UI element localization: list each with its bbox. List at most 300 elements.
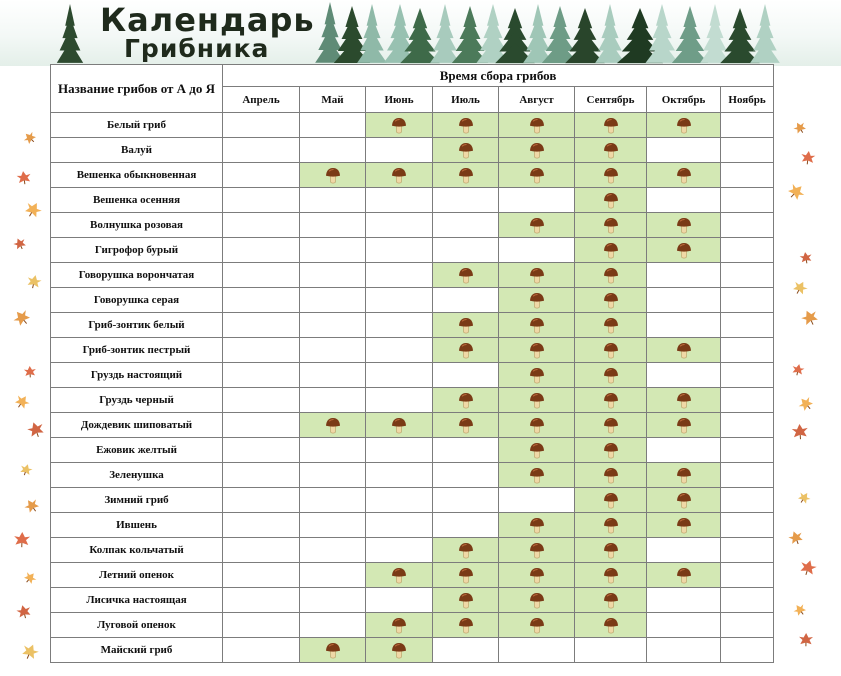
season-cell <box>647 363 721 388</box>
season-cell <box>223 113 300 138</box>
season-cell-active <box>647 163 721 188</box>
month-header: Октябрь <box>647 87 721 113</box>
season-cell-active <box>647 513 721 538</box>
mushroom-icon <box>529 167 545 184</box>
season-cell-active <box>499 413 575 438</box>
mushroom-icon <box>676 117 692 134</box>
autumn-leaf-icon <box>791 279 810 297</box>
season-cell <box>223 238 300 263</box>
mushroom-icon <box>603 267 619 284</box>
season-cell <box>223 463 300 488</box>
season-cell <box>300 288 366 313</box>
season-cell <box>366 588 433 613</box>
season-cell-active <box>300 413 366 438</box>
season-cell <box>433 188 499 213</box>
mushroom-name: Ившень <box>51 513 223 538</box>
season-cell <box>300 463 366 488</box>
mushroom-icon <box>529 217 545 234</box>
mushroom-icon <box>603 517 619 534</box>
table-row <box>51 113 774 138</box>
season-cell-active <box>575 163 647 188</box>
season-cell-active <box>499 438 575 463</box>
season-cell-active <box>575 588 647 613</box>
autumn-leaf-icon <box>22 130 39 147</box>
mushroom-icon <box>529 617 545 634</box>
season-cell <box>575 638 647 663</box>
mushroom-icon <box>603 592 619 609</box>
month-header: Июль <box>433 87 499 113</box>
table-row <box>51 288 774 313</box>
mushroom-icon <box>676 217 692 234</box>
autumn-leaf-icon <box>14 532 31 548</box>
season-cell <box>647 188 721 213</box>
season-cell-active <box>575 513 647 538</box>
season-cell <box>366 138 433 163</box>
season-cell <box>647 138 721 163</box>
mushroom-icon <box>529 142 545 159</box>
mushroom-name: Гигрофор бурый <box>51 238 223 263</box>
season-cell-active <box>647 463 721 488</box>
autumn-leaf-icon <box>16 170 32 185</box>
season-cell <box>647 538 721 563</box>
mushroom-icon <box>603 367 619 384</box>
season-cell <box>223 138 300 163</box>
season-cell-active <box>575 438 647 463</box>
mushroom-icon <box>458 567 474 584</box>
table-row <box>51 338 774 363</box>
season-cell-active <box>499 588 575 613</box>
season-cell-active <box>575 288 647 313</box>
mushroom-icon <box>529 117 545 134</box>
mushroom-icon <box>391 567 407 584</box>
mushroom-icon <box>603 542 619 559</box>
table-row <box>51 438 774 463</box>
season-cell <box>300 313 366 338</box>
autumn-leaf-icon <box>26 274 43 290</box>
season-cell <box>300 138 366 163</box>
mushroom-name: Зеленушка <box>51 463 223 488</box>
mushroom-calendar-table <box>50 64 774 663</box>
season-cell <box>721 463 774 488</box>
season-cell-active <box>433 338 499 363</box>
table-row <box>51 488 774 513</box>
mushroom-icon <box>676 167 692 184</box>
season-cell-active <box>575 113 647 138</box>
mushroom-icon <box>458 142 474 159</box>
mushroom-icon <box>458 542 474 559</box>
mushroom-icon <box>325 417 341 434</box>
mushroom-icon <box>529 542 545 559</box>
mushroom-icon <box>603 417 619 434</box>
autumn-leaf-icon <box>799 251 813 264</box>
season-cell <box>300 538 366 563</box>
mushroom-name: Вешенка обыкновенная <box>51 163 223 188</box>
season-cell-active <box>575 388 647 413</box>
season-cell <box>433 213 499 238</box>
mushroom-name: Груздь настоящий <box>51 363 223 388</box>
mushroom-icon <box>676 567 692 584</box>
season-cell-active <box>575 488 647 513</box>
table-row <box>51 213 774 238</box>
season-cell-active <box>647 388 721 413</box>
autumn-leaf-icon <box>791 423 808 439</box>
season-cell-active <box>499 388 575 413</box>
mushroom-icon <box>529 442 545 459</box>
mushroom-icon <box>458 267 474 284</box>
season-cell <box>721 513 774 538</box>
mushroom-name: Дождевик шиповатый <box>51 413 223 438</box>
season-cell-active <box>575 213 647 238</box>
season-cell-active <box>300 163 366 188</box>
season-cell <box>223 538 300 563</box>
season-cell <box>499 238 575 263</box>
mushroom-icon <box>325 642 341 659</box>
mushroom-name: Колпак кольчатый <box>51 538 223 563</box>
season-cell <box>647 313 721 338</box>
mushroom-icon <box>676 467 692 484</box>
season-cell <box>366 238 433 263</box>
mushroom-icon <box>325 167 341 184</box>
season-cell <box>300 563 366 588</box>
season-cell <box>366 313 433 338</box>
season-cell <box>300 388 366 413</box>
table-row <box>51 613 774 638</box>
season-cell-active <box>366 613 433 638</box>
table-row <box>51 563 774 588</box>
table-row <box>51 363 774 388</box>
mushroom-icon <box>676 517 692 534</box>
mushroom-icon <box>391 167 407 184</box>
mushroom-icon <box>603 292 619 309</box>
season-cell <box>433 238 499 263</box>
autumn-leaf-icon <box>24 366 37 378</box>
mushroom-icon <box>529 567 545 584</box>
season-cell <box>366 338 433 363</box>
mushroom-name: Говорушка ворончатая <box>51 263 223 288</box>
mushroom-icon <box>603 617 619 634</box>
season-cell-active <box>575 188 647 213</box>
mushroom-icon <box>391 417 407 434</box>
season-cell <box>366 263 433 288</box>
season-cell <box>366 438 433 463</box>
autumn-leaf-icon <box>785 181 807 203</box>
mushroom-icon <box>529 417 545 434</box>
mushroom-icon <box>458 342 474 359</box>
season-cell <box>366 463 433 488</box>
season-cell-active <box>300 638 366 663</box>
autumn-leaf-icon <box>26 420 46 440</box>
mushroom-icon <box>458 167 474 184</box>
title-line-2: Грибника <box>124 34 270 63</box>
autumn-leaf-icon <box>791 363 805 377</box>
season-cell <box>721 288 774 313</box>
season-cell-active <box>433 413 499 438</box>
table-row <box>51 463 774 488</box>
month-header: Июнь <box>366 87 433 113</box>
mushroom-name: Вешенка осенняя <box>51 188 223 213</box>
autumn-leaf-icon <box>800 150 816 165</box>
season-cell <box>499 488 575 513</box>
table-row <box>51 163 774 188</box>
mushroom-icon <box>676 492 692 509</box>
mushroom-name: Зимний гриб <box>51 488 223 513</box>
mushroom-icon <box>458 392 474 409</box>
season-cell <box>300 338 366 363</box>
season-cell-active <box>366 563 433 588</box>
mushroom-icon <box>603 117 619 134</box>
mushroom-icon <box>458 317 474 334</box>
autumn-leaf-icon <box>792 120 808 136</box>
season-cell <box>300 613 366 638</box>
month-header: Сентябрь <box>575 87 647 113</box>
season-cell <box>647 288 721 313</box>
season-cell-active <box>366 413 433 438</box>
mushroom-icon <box>603 217 619 234</box>
table-row <box>51 413 774 438</box>
season-cell <box>223 413 300 438</box>
mushroom-name: Лисичка настоящая <box>51 588 223 613</box>
season-cell-active <box>433 613 499 638</box>
season-cell <box>721 313 774 338</box>
season-cell-active <box>433 563 499 588</box>
season-cell <box>366 213 433 238</box>
season-cell-active <box>499 313 575 338</box>
autumn-leaf-icon <box>20 642 41 662</box>
season-cell <box>721 113 774 138</box>
season-cell-active <box>433 163 499 188</box>
season-cell-active <box>575 238 647 263</box>
season-cell-active <box>575 338 647 363</box>
mushroom-icon <box>603 192 619 209</box>
mushroom-name: Гриб-зонтик пестрый <box>51 338 223 363</box>
season-cell <box>433 288 499 313</box>
mushroom-icon <box>676 242 692 259</box>
season-cell <box>223 338 300 363</box>
mushroom-icon <box>676 342 692 359</box>
mushroom-icon <box>529 292 545 309</box>
season-cell <box>300 238 366 263</box>
season-cell <box>223 263 300 288</box>
season-cell-active <box>433 588 499 613</box>
season-cell <box>721 338 774 363</box>
season-cell <box>721 188 774 213</box>
mushroom-icon <box>529 467 545 484</box>
season-cell <box>223 488 300 513</box>
season-cell <box>300 113 366 138</box>
season-cell <box>300 588 366 613</box>
season-cell-active <box>647 338 721 363</box>
table-row <box>51 313 774 338</box>
season-cell <box>300 188 366 213</box>
mushroom-name: Гриб-зонтик белый <box>51 313 223 338</box>
season-cell <box>300 513 366 538</box>
mushroom-icon <box>391 117 407 134</box>
mushroom-icon <box>458 417 474 434</box>
season-cell-active <box>433 538 499 563</box>
season-cell <box>223 363 300 388</box>
table-row <box>51 138 774 163</box>
mushroom-icon <box>529 342 545 359</box>
mushroom-icon <box>603 392 619 409</box>
season-cell-active <box>499 163 575 188</box>
season-cell <box>433 513 499 538</box>
season-cell-active <box>647 413 721 438</box>
name-column-header: Название грибов от А до Я <box>51 65 223 113</box>
season-cell <box>433 463 499 488</box>
mushroom-icon <box>603 342 619 359</box>
season-cell-active <box>575 463 647 488</box>
season-cell-active <box>499 213 575 238</box>
season-cell <box>223 313 300 338</box>
autumn-leaf-icon <box>796 490 812 506</box>
season-cell-active <box>499 563 575 588</box>
mushroom-icon <box>458 617 474 634</box>
season-cell <box>223 563 300 588</box>
table-row <box>51 588 774 613</box>
season-cell <box>223 613 300 638</box>
season-cell <box>223 638 300 663</box>
season-cell <box>721 213 774 238</box>
season-cell <box>647 613 721 638</box>
season-cell-active <box>433 388 499 413</box>
season-cell <box>366 513 433 538</box>
season-cell <box>647 588 721 613</box>
season-cell <box>721 363 774 388</box>
mushroom-icon <box>458 117 474 134</box>
season-cell-active <box>499 263 575 288</box>
season-cell-active <box>575 138 647 163</box>
season-cell-active <box>433 313 499 338</box>
mushroom-icon <box>458 592 474 609</box>
autumn-leaf-icon <box>799 307 820 328</box>
season-cell <box>366 188 433 213</box>
autumn-leaf-icon <box>13 392 32 411</box>
season-cell <box>223 288 300 313</box>
season-cell <box>223 163 300 188</box>
mushroom-icon <box>603 242 619 259</box>
autumn-leaf-icon <box>12 236 28 251</box>
season-cell-active <box>499 513 575 538</box>
mushroom-icon <box>603 467 619 484</box>
season-cell-active <box>366 113 433 138</box>
mushroom-icon <box>529 317 545 334</box>
mushroom-icon <box>529 392 545 409</box>
mushroom-name: Груздь черный <box>51 388 223 413</box>
month-header: Ноябрь <box>721 87 774 113</box>
season-cell <box>300 263 366 288</box>
month-header: Август <box>499 87 575 113</box>
season-cell-active <box>647 113 721 138</box>
season-cell <box>223 588 300 613</box>
season-cell-active <box>499 288 575 313</box>
season-cell <box>499 188 575 213</box>
season-cell <box>433 363 499 388</box>
autumn-leaf-icon <box>798 558 818 577</box>
mushroom-icon <box>603 492 619 509</box>
season-cell-active <box>499 138 575 163</box>
autumn-leaf-icon <box>792 602 808 618</box>
season-cell-active <box>499 613 575 638</box>
table-row <box>51 263 774 288</box>
season-cell <box>223 513 300 538</box>
season-cell-active <box>433 138 499 163</box>
season-cell-active <box>366 163 433 188</box>
season-cell <box>300 488 366 513</box>
season-cell <box>300 363 366 388</box>
autumn-leaf-icon <box>19 462 34 477</box>
season-cell <box>499 638 575 663</box>
table-row <box>51 513 774 538</box>
mushroom-icon <box>603 142 619 159</box>
table-row <box>51 388 774 413</box>
season-cell <box>433 488 499 513</box>
season-cell-active <box>575 613 647 638</box>
season-cell <box>223 188 300 213</box>
autumn-leaf-icon <box>23 199 44 220</box>
season-cell-active <box>575 563 647 588</box>
autumn-leaf-icon <box>22 496 41 515</box>
season-cell <box>647 263 721 288</box>
autumn-leaf-icon <box>787 529 805 546</box>
month-header: Май <box>300 87 366 113</box>
mushroom-icon <box>529 267 545 284</box>
season-cell <box>647 638 721 663</box>
season-cell <box>721 438 774 463</box>
mushroom-name: Белый гриб <box>51 113 223 138</box>
season-cell-active <box>499 463 575 488</box>
season-cell <box>223 438 300 463</box>
autumn-leaf-icon <box>16 604 33 620</box>
season-cell-active <box>575 313 647 338</box>
season-cell-active <box>647 238 721 263</box>
mushroom-icon <box>529 592 545 609</box>
autumn-leaf-icon <box>799 633 813 647</box>
season-cell-active <box>366 638 433 663</box>
season-cell <box>721 488 774 513</box>
mushroom-name: Ежовик желтый <box>51 438 223 463</box>
mushroom-icon <box>603 167 619 184</box>
period-header: Время сбора грибов <box>223 65 774 87</box>
season-cell <box>721 138 774 163</box>
mushroom-name: Валуй <box>51 138 223 163</box>
table-row <box>51 638 774 663</box>
season-cell <box>721 388 774 413</box>
season-cell <box>721 563 774 588</box>
mushroom-name: Говорушка серая <box>51 288 223 313</box>
season-cell-active <box>499 113 575 138</box>
season-cell <box>433 638 499 663</box>
season-cell-active <box>433 263 499 288</box>
mushroom-icon <box>676 417 692 434</box>
mushroom-icon <box>529 517 545 534</box>
mushroom-name: Волнушка розовая <box>51 213 223 238</box>
season-cell <box>647 438 721 463</box>
season-cell <box>300 438 366 463</box>
season-cell-active <box>499 338 575 363</box>
season-cell <box>721 613 774 638</box>
table-row <box>51 538 774 563</box>
mushroom-icon <box>603 442 619 459</box>
season-cell <box>223 213 300 238</box>
season-cell-active <box>647 488 721 513</box>
mushroom-icon <box>391 642 407 659</box>
season-cell-active <box>575 538 647 563</box>
season-cell <box>300 213 366 238</box>
season-cell-active <box>499 363 575 388</box>
season-cell-active <box>575 413 647 438</box>
table-row <box>51 238 774 263</box>
season-cell-active <box>499 538 575 563</box>
